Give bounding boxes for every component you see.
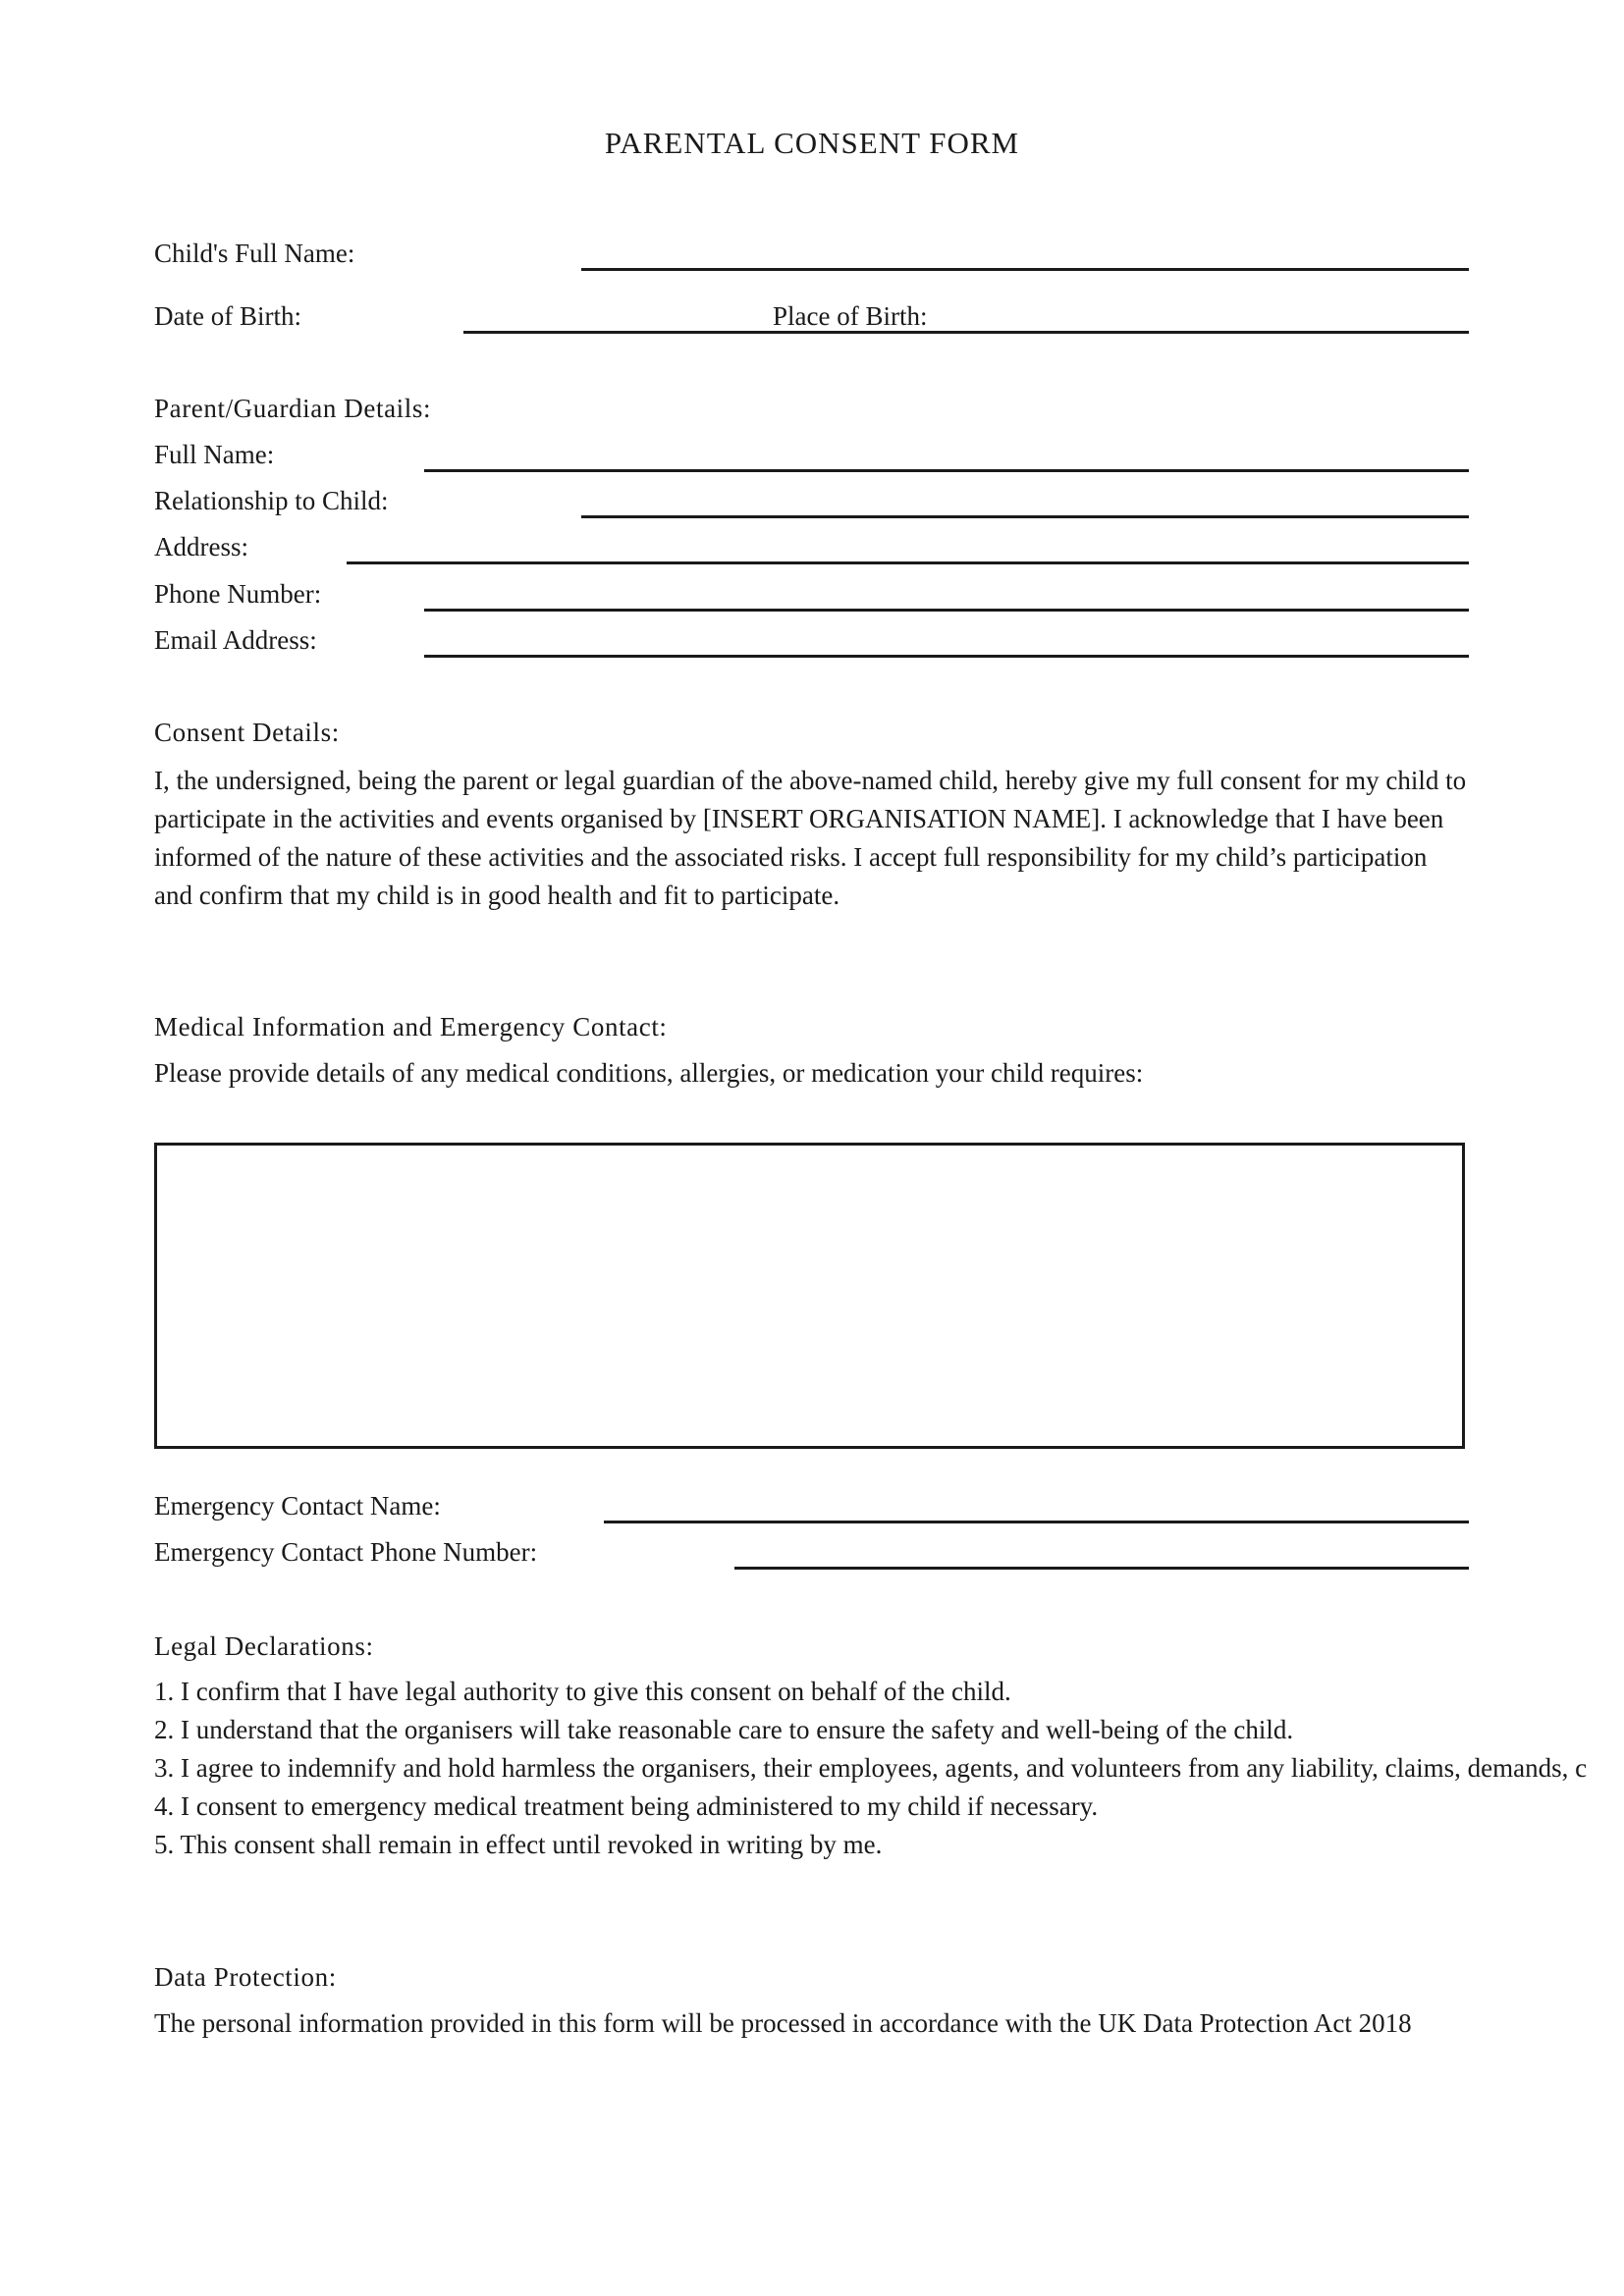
emergency-contact-name-field[interactable]	[604, 1521, 1469, 1523]
email-field[interactable]	[424, 655, 1469, 658]
relationship-field[interactable]	[581, 515, 1469, 518]
data-protection-heading: Data Protection:	[154, 1962, 337, 1992]
legal-heading: Legal Declarations:	[154, 1631, 374, 1661]
emergency-contact-phone-field[interactable]	[734, 1567, 1469, 1570]
legal-declarations-list	[154, 1673, 1587, 1864]
medical-prompt: Please provide details of any medical conditions, allergies, or medication your child requires:	[154, 1058, 1144, 1088]
legal-item: 3. I agree to indemnify and hold harmless the organisers, their employees, agents, and volunteers from any liability, claims, demands, c	[154, 1753, 1588, 1783]
medical-heading: Medical Information and Emergency Contact:	[154, 1012, 668, 1041]
legal-item: 5. This consent shall remain in effect until revoked in writing by me.	[154, 1830, 883, 1859]
legal-item: 2. I understand that the organisers will take reasonable care to ensure the safety and well-being of the child.	[154, 1715, 1294, 1744]
child-full-name-field[interactable]	[581, 268, 1469, 271]
date-of-birth-field[interactable]	[463, 331, 1469, 334]
child-full-name-label: Child's Full Name:	[154, 239, 355, 268]
consent-heading: Consent Details:	[154, 718, 340, 747]
email-label: Email Address:	[154, 625, 317, 655]
place-of-birth-label: Place of Birth:	[773, 301, 928, 331]
medical-details-box[interactable]	[154, 1143, 1465, 1449]
date-of-birth-label: Date of Birth:	[154, 301, 301, 331]
parent-details-heading: Parent/Guardian Details:	[154, 394, 432, 423]
emergency-contact-phone-label: Emergency Contact Phone Number:	[154, 1537, 538, 1567]
emergency-contact-name-label: Emergency Contact Name:	[154, 1491, 441, 1521]
phone-label: Phone Number:	[154, 579, 322, 609]
data-protection-text: The personal information provided in this form will be processed in accordance with the UK Data Protection Act 2018	[154, 2008, 1412, 2038]
address-label: Address:	[154, 532, 248, 561]
relationship-label: Relationship to Child:	[154, 486, 389, 515]
parent-full-name-label: Full Name:	[154, 440, 275, 469]
legal-item: 1. I confirm that I have legal authority to give this consent on behalf of the child.	[154, 1677, 1011, 1706]
consent-text: I, the undersigned, being the parent or legal guardian of the above-named child, hereby give my full consent for my child to participate in the activities and events organised by [INSERT ORGANISATION NAME]. I acknowledge that I have been informed of the nature of these activities and the associated risks. I accept full responsibility for my child’s participation and confirm that my child is in good health and fit to participate.	[154, 766, 1467, 910]
parent-full-name-field[interactable]	[424, 469, 1469, 472]
address-field[interactable]	[347, 561, 1469, 564]
legal-item: 4. I consent to emergency medical treatment being administered to my child if necessary.	[154, 1791, 1099, 1821]
phone-field[interactable]	[424, 609, 1469, 612]
form-title: PARENTAL CONSENT FORM	[604, 126, 1020, 160]
